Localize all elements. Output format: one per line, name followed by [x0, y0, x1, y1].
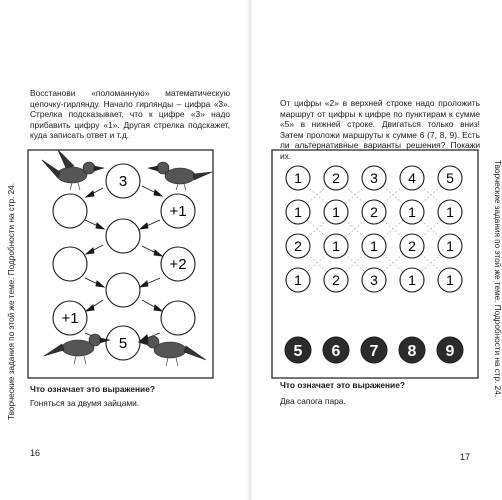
grid-cell-number: 3: [370, 170, 378, 186]
grid-cell-number: 2: [332, 170, 340, 186]
grid-cell-circle[interactable]: [438, 166, 462, 190]
right-page-number: 17: [460, 452, 471, 462]
garland-circle[interactable]: [53, 247, 87, 281]
right-question: Что означает это выражение?: [280, 380, 405, 390]
garland-circle-label: 5: [118, 335, 128, 352]
garland-circle-label: +1: [169, 203, 187, 220]
sum-circle[interactable]: [361, 337, 387, 363]
garland-circle[interactable]: [161, 301, 195, 335]
grid-cell-circle[interactable]: [362, 166, 386, 190]
right-side-note: Творческие задания по этой же теме. Подробности на стр. 24.: [493, 160, 502, 398]
grid-cell-circle[interactable]: [286, 268, 310, 292]
garland-circle-label: +1: [61, 310, 79, 327]
grid-cell-number: 1: [294, 272, 302, 288]
left-answer: Гоняться за двумя зайцами.: [30, 398, 140, 408]
garland-circle[interactable]: [106, 273, 140, 307]
grid-cell-number: 2: [294, 238, 302, 254]
grid-cell-circle[interactable]: [324, 268, 348, 292]
grid-cell-circle[interactable]: [324, 166, 348, 190]
grid-cell-number: 4: [408, 170, 416, 186]
garland-circle-label: +2: [169, 256, 187, 273]
sum-number: 8: [407, 343, 417, 360]
sum-circle[interactable]: [285, 337, 311, 363]
grid-cell-number: 1: [332, 204, 340, 220]
grid-cell-number: 2: [332, 272, 340, 288]
garland-circle[interactable]: [106, 164, 140, 198]
grid-cell-number: 1: [408, 204, 416, 220]
grid-cell-circle[interactable]: [400, 166, 424, 190]
left-page-number: 16: [30, 448, 41, 458]
grid-cell-circle[interactable]: [286, 166, 310, 190]
left-question: Что означает это выражение?: [30, 384, 155, 394]
garland-circle[interactable]: [106, 219, 140, 253]
grid-cell-number: 1: [294, 170, 302, 186]
crow-icon-bottom-left: [44, 334, 110, 364]
right-page: [250, 0, 500, 500]
garland-figure: [0, 0, 250, 500]
grid-cell-circle[interactable]: [438, 200, 462, 224]
grid-cell-number: 2: [370, 204, 378, 220]
sum-circle[interactable]: [399, 337, 425, 363]
grid-cell-number: 1: [446, 272, 454, 288]
grid-cell-number: 1: [446, 238, 454, 254]
grid-cell-circle[interactable]: [400, 268, 424, 292]
grid-cell-circle[interactable]: [324, 200, 348, 224]
garland-circle[interactable]: [53, 301, 87, 335]
sum-circle[interactable]: [323, 337, 349, 363]
grid-cell-number: 1: [446, 204, 454, 220]
garland-circle[interactable]: [161, 194, 195, 228]
sum-number: 5: [293, 343, 303, 360]
grid-cell-circle[interactable]: [286, 200, 310, 224]
garland-circle[interactable]: [106, 326, 140, 360]
grid-cell-number: 3: [370, 272, 378, 288]
grid-cell-number: 5: [446, 170, 454, 186]
garland-circle[interactable]: [53, 194, 87, 228]
grid-cell-number: 1: [408, 272, 416, 288]
right-intro-text: От цифры «2» в верхней строке надо проложить маршрут от цифры к цифре по пунктирам к сумме «5» в нижней строке. Двигаться только вниз! Затем проложи маршруты к сумме 6 (7, 8, 9). Есть ли альтернативные варианты решения? Покажи их.: [280, 98, 480, 161]
grid-cell-circle[interactable]: [438, 234, 462, 258]
grid-cell-number: 1: [294, 204, 302, 220]
grid-cell-number: 1: [370, 238, 378, 254]
sum-number: 9: [445, 343, 455, 360]
garland-arrows: [85, 186, 162, 341]
grid-cell-circle[interactable]: [362, 268, 386, 292]
sum-number: 6: [331, 343, 341, 360]
grid-cell-number: 1: [332, 238, 340, 254]
crow-icon-bottom-right: [138, 336, 206, 366]
grid-cell-circle[interactable]: [438, 268, 462, 292]
grid-cell-circle[interactable]: [324, 234, 348, 258]
grid-cell-circle[interactable]: [362, 200, 386, 224]
garland-circle-label: 3: [118, 173, 128, 190]
sum-number: 7: [369, 343, 379, 360]
grid-cell-number: 2: [408, 238, 416, 254]
left-side-note: Творческие задания по этой же теме. Подробности на стр. 24.: [7, 182, 16, 420]
grid-cell-circle[interactable]: [362, 234, 386, 258]
grid-cell-circle[interactable]: [286, 234, 310, 258]
grid-cell-circle[interactable]: [400, 234, 424, 258]
grid-cell-circle[interactable]: [400, 200, 424, 224]
right-answer: Два сапога пара.: [280, 396, 346, 406]
crow-icon-top-left: [42, 150, 104, 190]
route-grid-figure: [250, 0, 500, 500]
left-intro-text: Восстанови «поломанную» математическую цепочку-гирлянду. Начало гирлянды – цифра «3». Стрелка подсказывает, что к цифре «3» надо прибавить цифру «1». Другая стрелка подскажет, куда записать ответ и т.д.: [30, 88, 230, 141]
sum-circle[interactable]: [437, 337, 463, 363]
left-page: [0, 0, 250, 500]
crow-icon-top-right: [148, 162, 212, 190]
garland-circle[interactable]: [161, 247, 195, 281]
